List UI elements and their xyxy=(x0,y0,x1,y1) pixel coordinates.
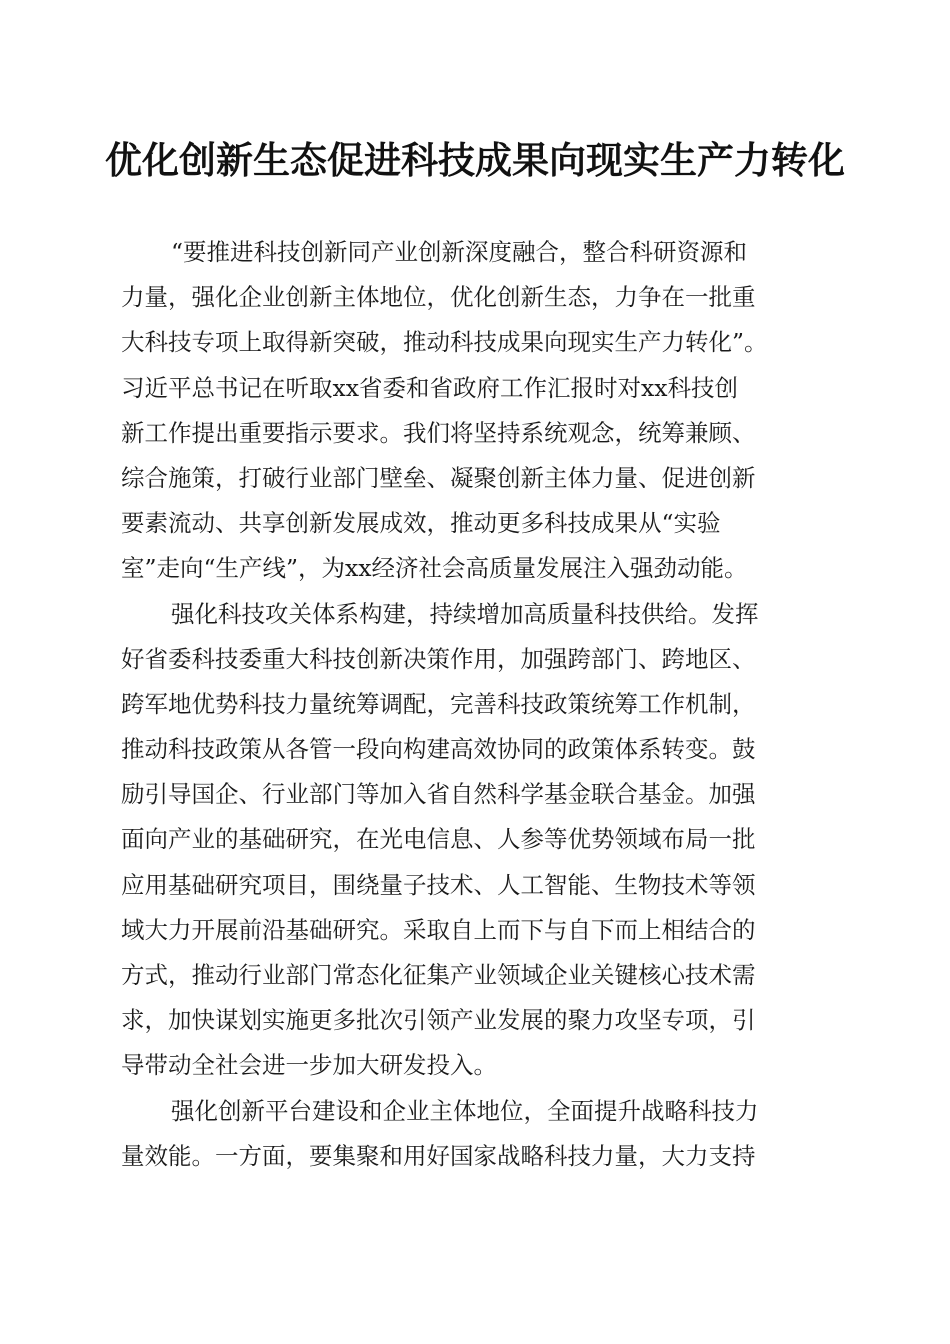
text-line: 新工作提出重要指示要求。我们将坚持系统观念，统筹兼顾、 xyxy=(121,418,756,447)
document-title: 优化创新生态促进科技成果向现实生产力转化 xyxy=(105,138,845,182)
text-line: 大科技专项上取得新突破，推动科技成果向现实生产力转化”。 xyxy=(121,328,768,357)
text-line: 力量，强化企业创新主体地位，优化创新生态，力争在一批重 xyxy=(121,283,756,312)
text-line: 强化创新平台建设和企业主体地位，全面提升战略科技力 xyxy=(171,1096,759,1125)
text-line: 要素流动、共享创新发展成效，推动更多科技成果从“实验 xyxy=(121,509,721,538)
text-line: 求，加快谋划实施更多批次引领产业发展的聚力攻坚专项，引 xyxy=(121,1006,756,1035)
text-line: 应用基础研究项目，围绕量子技术、人工智能、生物技术等领 xyxy=(121,870,756,899)
text-line: 好省委科技委重大科技创新决策作用，加强跨部门、跨地区、 xyxy=(121,644,756,673)
text-line: 室”走向“生产线”，为xx经济社会高质量发展注入强劲动能。 xyxy=(121,554,748,583)
text-line: 跨军地优势科技力量统筹调配，完善科技政策统筹工作机制， xyxy=(121,689,756,718)
text-line: 习近平总书记在听取xx省委和省政府工作汇报时对xx科技创 xyxy=(121,373,739,402)
text-line: 量效能。一方面，要集聚和用好国家战略科技力量，大力支持 xyxy=(121,1141,756,1170)
text-line: 强化科技攻关体系构建，持续增加高质量科技供给。发挥 xyxy=(171,599,759,628)
text-line: 面向产业的基础研究，在光电信息、人参等优势领域布局一批 xyxy=(121,825,756,854)
paragraph-3 xyxy=(121,1089,833,1179)
text-line: 推动科技政策从各管一段向构建高效协同的政策体系转变。鼓 xyxy=(121,735,756,764)
document-body xyxy=(121,230,833,1179)
paragraph-1 xyxy=(121,230,833,592)
paragraph-2 xyxy=(121,592,833,1089)
text-line: 方式，推动行业部门常态化征集产业领域企业关键核心技术需 xyxy=(121,961,756,989)
text-line: “要推进科技创新同产业创新深度融合，整合科研资源和 xyxy=(171,238,748,266)
text-line: 励引导国企、行业部门等加入省自然科学基金联合基金。加强 xyxy=(121,780,756,809)
text-line: 导带动全社会进一步加大研发投入。 xyxy=(121,1051,497,1080)
text-line: 综合施策，打破行业部门壁垒、凝聚创新主体力量、促进创新 xyxy=(121,463,756,492)
text-line: 域大力开展前沿基础研究。采取自上而下与自下而上相结合的 xyxy=(121,915,756,944)
